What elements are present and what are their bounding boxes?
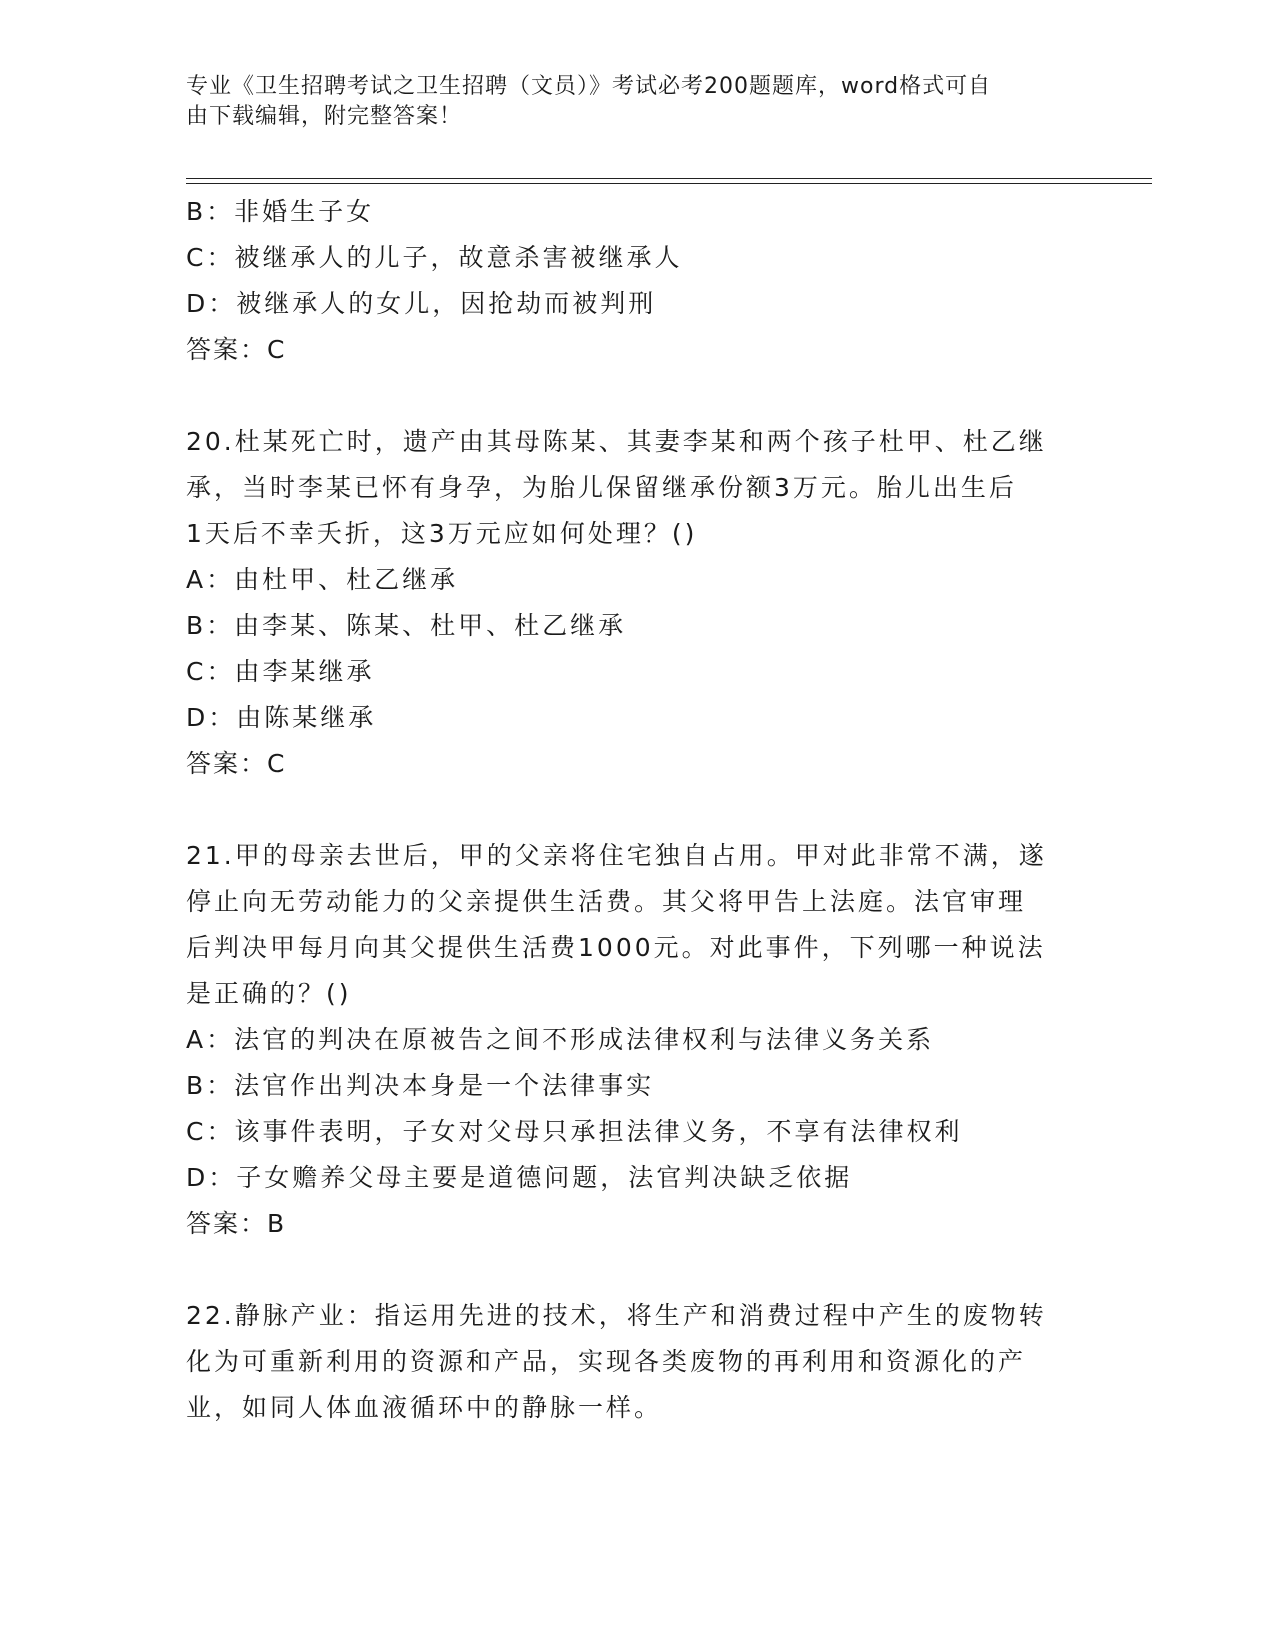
q19-option-d: D：被继承人的女儿，因抢劫而被判刑 <box>186 289 657 318</box>
header-divider-bottom <box>186 183 1152 184</box>
spacer <box>186 787 1086 833</box>
q20-option-a: A：由杜甲、杜乙继承 <box>186 565 459 594</box>
q19-option-b: B：非婚生子女 <box>186 197 375 226</box>
header-divider-top <box>186 178 1152 179</box>
q21-option-a: A：法官的判决在原被告之间不形成法律权利与法律义务关系 <box>186 1025 935 1054</box>
spacer <box>186 1247 1086 1293</box>
document-header <box>186 72 1086 132</box>
q20-stem-line-1: 20.杜某死亡时，遗产由其母陈某、其妻李某和两个孩子杜甲、杜乙继 <box>186 427 1047 456</box>
q20-answer: 答案：C <box>186 749 287 778</box>
q21-option-d: D：子女赡养父母主要是道德问题，法官判决缺乏依据 <box>186 1163 853 1192</box>
q21-option-b: B：法官作出判决本身是一个法律事实 <box>186 1071 655 1100</box>
q22-stem-line-3: 业，如同人体血液循环中的静脉一样。 <box>186 1393 663 1422</box>
q21-stem-line-1: 21.甲的母亲去世后，甲的父亲将住宅独自占用。甲对此非常不满，遂 <box>186 841 1047 870</box>
q21-stem-line-4: 是正确的？() <box>186 979 352 1008</box>
q21-stem-line-3: 后判决甲每月向其父提供生活费1000元。对此事件，下列哪一种说法 <box>186 933 1046 962</box>
q21-answer: 答案：B <box>186 1209 287 1238</box>
spacer <box>186 373 1086 419</box>
q21-option-c: C：该事件表明，子女对父母只承担法律义务，不享有法律权利 <box>186 1117 963 1146</box>
q20-stem-line-2: 承，当时李某已怀有身孕，为胎儿保留继承份额3万元。胎儿出生后 <box>186 473 1017 502</box>
q20-option-c: C：由李某继承 <box>186 657 375 686</box>
q19-answer: 答案：C <box>186 335 287 364</box>
q20-stem-line-3: 1天后不幸夭折，这3万元应如何处理？() <box>186 519 698 548</box>
q20-option-b: B：由李某、陈某、杜甲、杜乙继承 <box>186 611 627 640</box>
question-content <box>186 189 1086 1431</box>
header-line-1: 专业《卫生招聘考试之卫生招聘（文员）》考试必考200题题库，word格式可自 <box>186 74 992 99</box>
q19-option-c: C：被继承人的儿子，故意杀害被继承人 <box>186 243 683 272</box>
header-line-2: 由下载编辑，附完整答案！ <box>186 104 463 129</box>
q21-stem-line-2: 停止向无劳动能力的父亲提供生活费。其父将甲告上法庭。法官审理 <box>186 887 1027 916</box>
q20-option-d: D：由陈某继承 <box>186 703 377 732</box>
q22-stem-line-1: 22.静脉产业：指运用先进的技术，将生产和消费过程中产生的废物转 <box>186 1301 1047 1330</box>
q22-stem-line-2: 化为可重新利用的资源和产品，实现各类废物的再利用和资源化的产 <box>186 1347 1027 1376</box>
